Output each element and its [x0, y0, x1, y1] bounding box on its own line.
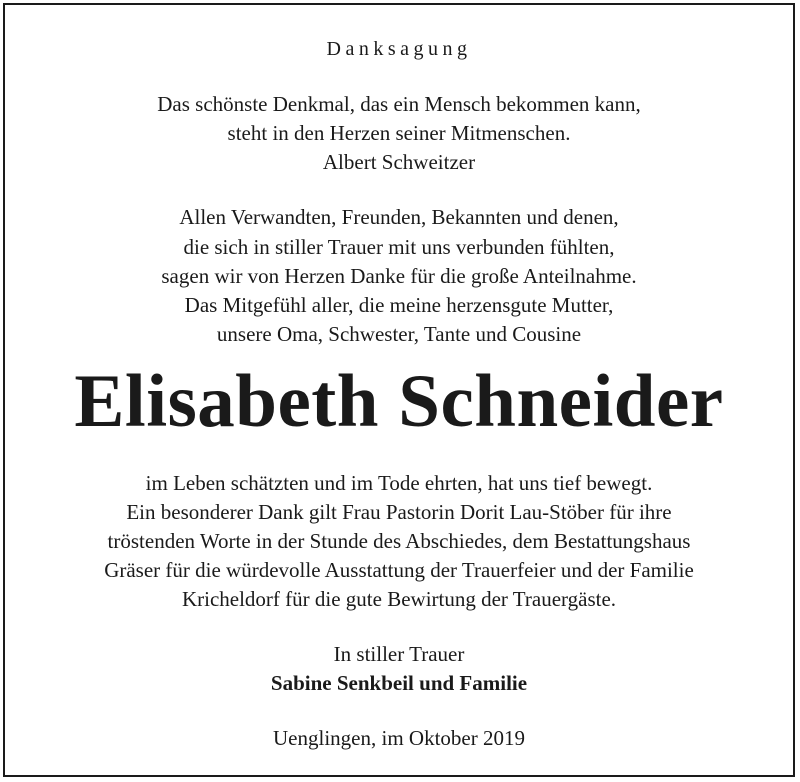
quote-author: Albert Schweitzer [322, 150, 476, 174]
notice-heading: Danksagung [326, 38, 472, 60]
intro-line: Allen Verwandten, Freunden, Bekannten und denen, [179, 205, 619, 229]
body-line: Kricheldorf für die gute Bewirtung der Trauergäste. [181, 587, 617, 611]
deceased-name: Elisabeth Schneider [74, 360, 724, 443]
intro-line: die sich in stiller Trauer mit uns verbunden fühlten, [183, 235, 615, 259]
intro-line: unsere Oma, Schwester, Tante und Cousine [216, 322, 582, 346]
notice-content [5, 5, 793, 775]
body-line: im Leben schätzten und im Tode ehrten, hat uns tief bewegt. [145, 471, 653, 495]
body-line: Ein besonderer Dank gilt Frau Pastorin Dorit Lau-Stöber für ihre [126, 500, 672, 524]
intro-line: Das Mitgefühl aller, die meine herzensgute Mutter, [184, 293, 614, 317]
signature: Sabine Senkbeil und Familie [270, 671, 528, 695]
closing-text: In stiller Trauer [333, 642, 465, 666]
body-line: tröstenden Worte in der Stunde des Abschiedes, dem Bestattungshaus [107, 529, 691, 553]
place-date: Uenglingen, im Oktober 2019 [273, 726, 525, 750]
quote-line-1: Das schönste Denkmal, das ein Mensch bekommen kann, [157, 92, 641, 116]
body-line: Gräser für die würdevolle Ausstattung der Trauerfeier und der Familie [104, 558, 694, 582]
notice-frame [3, 3, 795, 777]
quote-line-2: steht in den Herzen seiner Mitmenschen. [227, 121, 571, 145]
intro-line: sagen wir von Herzen Danke für die große Anteilnahme. [161, 264, 637, 288]
